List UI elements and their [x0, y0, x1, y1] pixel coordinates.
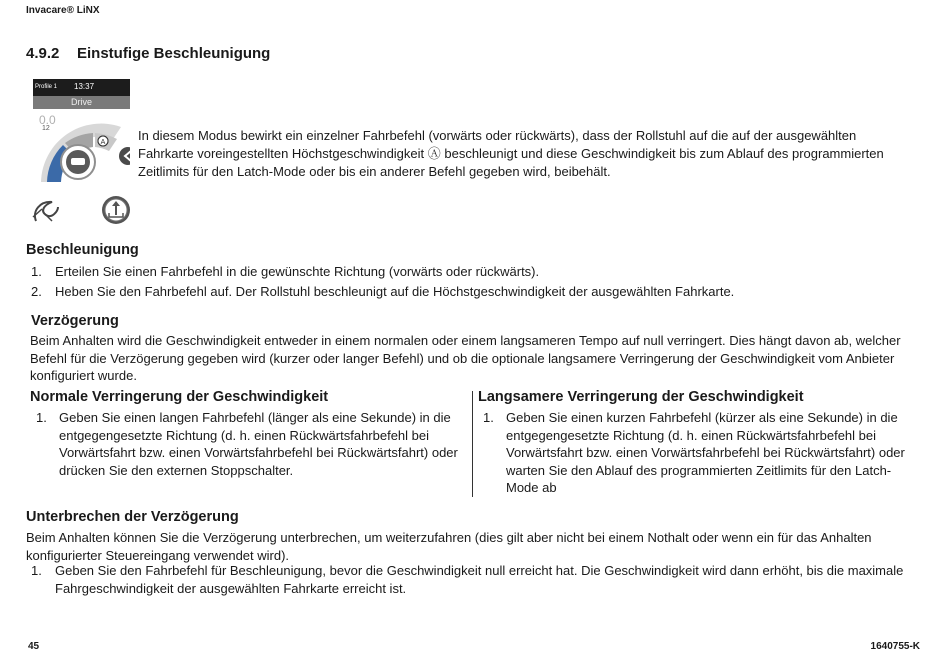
slower-deceleration-item — [483, 409, 915, 497]
list-text: Erteilen Sie einen Fahrbefehl in die gewünschte Richtung (vorwärts oder rückwärts). — [55, 264, 540, 279]
display-time: 13:37 — [74, 82, 95, 91]
list-item — [31, 283, 911, 301]
display-status-bar — [33, 79, 130, 96]
interrupt-paragraph: Beim Anhalten können Sie die Verzögerung unterbrechen, um weiterzufahren (dies gilt aber nicht bei einem Nothalt oder wenn ein für das Anhalten konfigurierter Steuereingang verwendet wird). — [26, 530, 872, 563]
list-text: Geben Sie einen langen Fahrbefehl (länger als eine Sekunde) in die entgegengesetzte Richtung (d. h. einen Rückwärtsfahrbefehl bei Vorwärtsfahrt bzw. einen Vorwärtsfahrbefehl bei Rückwärtsfahrt) oder drücken Sie den externen Stoppschalter. — [59, 410, 458, 478]
list-number: 1. — [31, 264, 42, 279]
display-screenshot — [33, 79, 130, 182]
display-mode: Drive — [33, 96, 130, 109]
section-title: Einstufige Beschleunigung — [77, 45, 271, 62]
normal-deceleration-item — [36, 409, 466, 479]
normal-deceleration-heading: Normale Verringerung der Geschwindigkeit — [30, 389, 329, 405]
display-speed: 0.0 — [39, 113, 56, 127]
column-divider — [472, 391, 473, 497]
joystick-swerve-icon — [30, 197, 62, 225]
list-text: Heben Sie den Fahrbefehl auf. Der Rollstuhl beschleunigt auf die Höchstgeschwindigkeit der ausgewählten Fahrkarte. — [55, 284, 735, 299]
document-header: Invacare® LiNX — [26, 5, 100, 16]
list-number: 1. — [483, 410, 494, 425]
svg-text:A: A — [100, 139, 106, 146]
section-number: 4.9.2 — [26, 45, 60, 62]
document-id: 1640755-K — [870, 641, 920, 652]
list-text: Geben Sie einen kurzen Fahrbefehl (kürzer als eine Sekunde) in die entgegengesetzte Richtung (d. h. einen Rückwärtsfahrbefehl bei Vorwärtsfahrt bzw. einen Vorwärtsfahrbefehl bei Rückwärtsfahrt) oder warten Sie den Ablauf des programmierten Zeitlimits für den Latch-Mode ab — [506, 410, 905, 495]
intro-paragraph: In diesem Modus bewirkt ein einzelner Fahrbefehl (vorwärts oder rückwärts), dass der Rollstuhl auf die auf der ausgewählten Fahrkarte voreingestellten Höchstgeschwindigkeit Ⓐ beschleunigt und diese Geschwindigkeit bis zum Ablauf des programmierten Zeitlimits für den Latch-Mode oder bis ein anderer Befehl gegeben wird, beibehält. — [138, 128, 884, 179]
list-text: Geben Sie den Fahrbefehl für Beschleunigung, bevor die Geschwindigkeit null erreicht hat. Die Geschwindigkeit wird dann erhöht, bis die maximale Fahrgeschwindigkeit der ausgewählten Fahrkarte erreicht ist. — [55, 563, 904, 596]
callout-a-marker — [97, 135, 109, 147]
deceleration-paragraph: Beim Anhalten wird die Geschwindigkeit entweder in einem normalen oder einem langsameren Tempo auf null verringert. Dies hängt davon ab, welcher Befehl für die Verzögerung gegeben wird (kurzer oder langer Befehl) und ob die optionale langsamere Verringerung der Geschwindigkeit vom Anbieter konfiguriert wurde. — [30, 333, 901, 383]
acceleration-heading: Beschleunigung — [26, 242, 139, 258]
display-profile: Profile 1 — [35, 84, 58, 90]
list-number: 1. — [36, 410, 47, 425]
latch-drive-icon — [100, 195, 132, 225]
interrupt-heading: Unterbrechen der Verzögerung — [26, 509, 239, 525]
section-heading — [26, 45, 270, 62]
page-number: 45 — [28, 641, 40, 652]
list-item — [31, 263, 911, 281]
list-number: 2. — [31, 284, 42, 299]
list-number: 1. — [31, 563, 42, 578]
deceleration-heading: Verzögerung — [31, 313, 119, 329]
display-max-speed: 12 — [42, 125, 50, 132]
interrupt-item — [31, 562, 911, 597]
slower-deceleration-heading: Langsamere Verringerung der Geschwindigkeit — [478, 389, 804, 405]
